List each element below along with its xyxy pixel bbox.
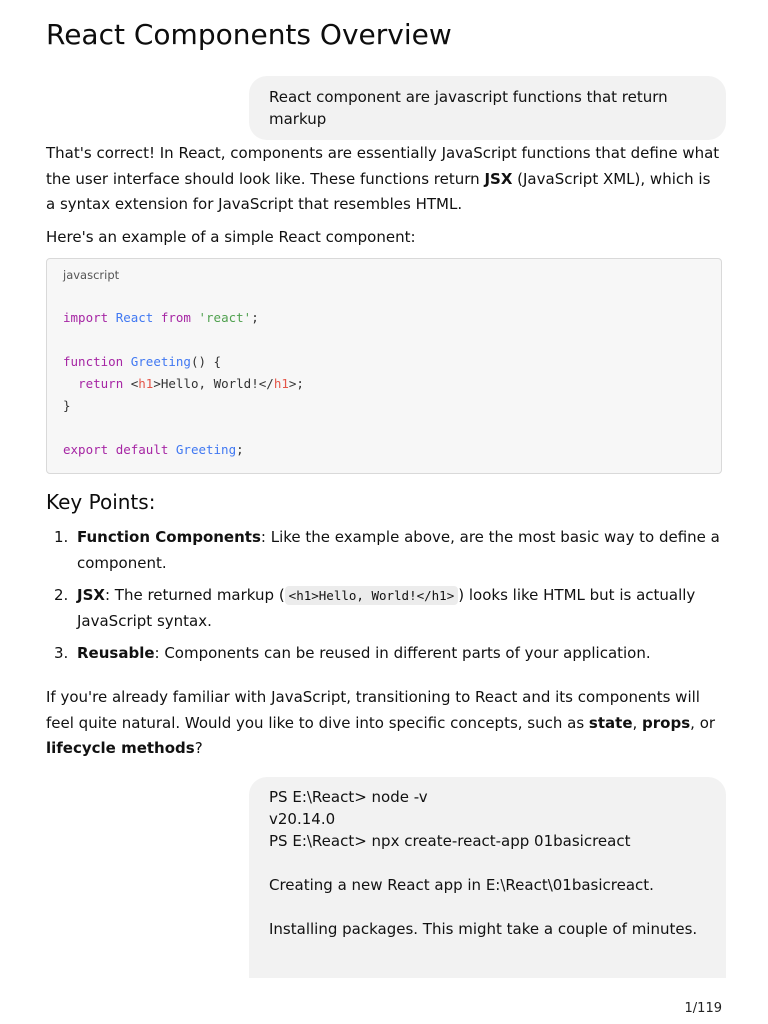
response-bold: lifecycle methods xyxy=(46,739,195,757)
code-line: import React from 'react'; xyxy=(63,310,259,325)
list-number: 2. xyxy=(54,586,69,604)
page-title: React Components Overview xyxy=(46,18,452,51)
key-points-list xyxy=(46,525,723,674)
response-text: ? xyxy=(194,739,203,757)
response-paragraph-3 xyxy=(46,685,723,762)
point-text: : The returned markup ( xyxy=(104,586,285,604)
code-content xyxy=(63,307,304,461)
response-bold: JSX xyxy=(484,169,513,188)
key-points-heading: Key Points: xyxy=(46,490,156,514)
code-line: function Greeting() { xyxy=(63,354,222,369)
response-text: (JavaScript XML), which is a syntax extension for JavaScript that resembles HTML. xyxy=(46,169,711,213)
response-paragraph-1 xyxy=(46,141,723,218)
inline-code: <h1>Hello, World!</h1> xyxy=(285,586,459,605)
page-number: 1/119 xyxy=(684,1001,722,1016)
list-item xyxy=(46,641,723,667)
code-line: export default Greeting; xyxy=(63,442,244,457)
user-message-bubble-terminal: PS E:\React> node -v v20.14.0 PS E:\React> npx create-react-app 01basicreact Creating a new React app in E:\React\01basicreact. Installing packages. This might take a couple of minutes. xyxy=(249,777,726,978)
list-number: 3. xyxy=(54,644,69,662)
point-text: : Components can be reused in different parts of your application. xyxy=(154,644,651,662)
code-block xyxy=(46,258,722,474)
point-term: JSX xyxy=(77,586,105,604)
response-bold: props xyxy=(642,713,691,732)
point-term: Reusable xyxy=(77,644,155,662)
point-text: ) looks like HTML but is actually JavaScript syntax. xyxy=(77,586,696,630)
point-term: Function Components xyxy=(77,528,261,546)
list-item xyxy=(46,525,723,576)
point-text: : Like the example above, are the most basic way to define a component. xyxy=(77,528,720,572)
list-item xyxy=(46,583,723,634)
list-number: 1. xyxy=(54,528,69,546)
response-bold: state xyxy=(588,713,633,732)
response-text: That's correct! In React, components are essentially JavaScript functions that define what the user interface should look like. These functions return xyxy=(46,144,720,188)
code-language-label: javascript xyxy=(63,268,120,282)
response-text: If you're already familiar with JavaScript, transitioning to React and its components will feel quite natural. Would you like to dive into specific concepts, such as xyxy=(46,688,700,732)
code-line: return <h1>Hello, World!</h1>; xyxy=(78,376,304,391)
user-message-bubble: React component are javascript functions that return markup xyxy=(249,76,726,140)
code-line: } xyxy=(63,398,71,413)
response-paragraph-2: Here's an example of a simple React component: xyxy=(46,228,416,246)
response-text: , xyxy=(632,713,643,732)
response-text: , or xyxy=(690,713,716,732)
